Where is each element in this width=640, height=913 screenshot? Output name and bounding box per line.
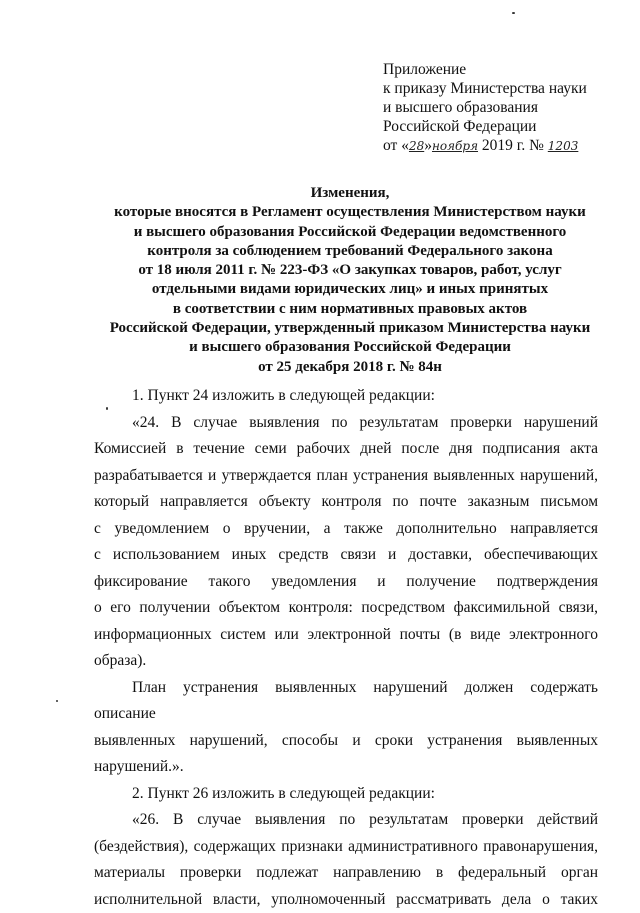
item-2-heading: [94, 781, 598, 808]
date-month-handwritten: ноября: [432, 137, 478, 156]
scan-speck: [106, 407, 108, 410]
title-line: от 18 июля 2011 г. № 223-ФЗ «О закупках товаров, работ, услуг: [60, 261, 640, 280]
body-line: с уведомлением о вручении, а также дополнительно направляется: [94, 516, 598, 543]
title-line: от 25 декабря 2018 г. № 84н: [60, 358, 640, 377]
body-line: образа).: [94, 648, 598, 675]
body-line: разрабатывается и утверждается план устранения выявленных нарушений,: [94, 463, 598, 490]
body-line: выявленных нарушений, способы и сроки устранения выявленных: [94, 728, 598, 755]
date-year: 2019 г. №: [482, 137, 544, 154]
scan-speck: [56, 700, 58, 702]
scan-speck: [512, 12, 515, 14]
appendix-line-1: Приложение: [383, 60, 623, 79]
item-24-text: [94, 410, 598, 675]
item-1-heading: [94, 383, 598, 410]
title-line: отдельными видами юридических лиц» и иных принятых: [60, 280, 640, 299]
title-line: и высшего образования Российской Федерации ведомственного: [60, 223, 640, 242]
body-line: нарушений.».: [94, 754, 598, 781]
body-line: Комиссией в течение семи рабочих дней после дня подписания акта: [94, 436, 598, 463]
title-line: и высшего образования Российской Федерации: [60, 338, 640, 357]
item-26-text: [94, 807, 598, 913]
title-line: которые вносятся в Регламент осуществления Министерством науки: [60, 203, 640, 222]
body-line: «26. В случае выявления по результатам проверки действий: [94, 807, 598, 834]
body-line: 2. Пункт 26 изложить в следующей редакции:: [94, 781, 598, 808]
body-line: (бездействия), содержащих признаки административного правонарушения,: [94, 834, 598, 861]
remediation-plan-text: [94, 675, 598, 781]
body-line: который направляется объекту контроля по почте заказным письмом: [94, 489, 598, 516]
title-line: Изменения,: [60, 184, 640, 203]
body-line: 1. Пункт 24 изложить в следующей редакции:: [94, 383, 598, 410]
title-line: контроля за соблюдением требований Федерального закона: [60, 242, 640, 261]
document-body: [94, 383, 598, 913]
date-prefix: от «: [383, 137, 409, 154]
appendix-line-2: к приказу Министерства науки: [383, 79, 623, 98]
document-title: [60, 184, 640, 377]
body-line: План устранения выявленных нарушений должен содержать описание: [94, 675, 598, 728]
body-line: материалы проверки подлежат направлению в федеральный орган: [94, 860, 598, 887]
body-line: исполнительной власти, уполномоченный рассматривать дела о таких: [94, 887, 598, 913]
date-day-handwritten: 28: [409, 137, 424, 156]
order-number-handwritten: 1203: [548, 137, 579, 156]
title-line: Российской Федерации, утвержденный приказом Министерства науки: [60, 319, 640, 338]
body-line: о его получении объектом контроля: посредством факсимильной связи,: [94, 595, 598, 622]
body-line: с использованием иных средств связи и доставки, обеспечивающих: [94, 542, 598, 569]
body-line: «24. В случае выявления по результатам проверки нарушений: [94, 410, 598, 437]
date-separator: »: [424, 137, 432, 154]
appendix-block: [383, 60, 623, 156]
appendix-line-4: Российской Федерации: [383, 117, 623, 136]
body-line: информационных систем или электронной почты (в виде электронного: [94, 622, 598, 649]
title-line: в соответствии с ним нормативных правовых актов: [60, 300, 640, 319]
appendix-line-3: и высшего образования: [383, 98, 623, 117]
body-line: фиксирование такого уведомления и получение подтверждения: [94, 569, 598, 596]
appendix-date-line: [383, 136, 623, 156]
